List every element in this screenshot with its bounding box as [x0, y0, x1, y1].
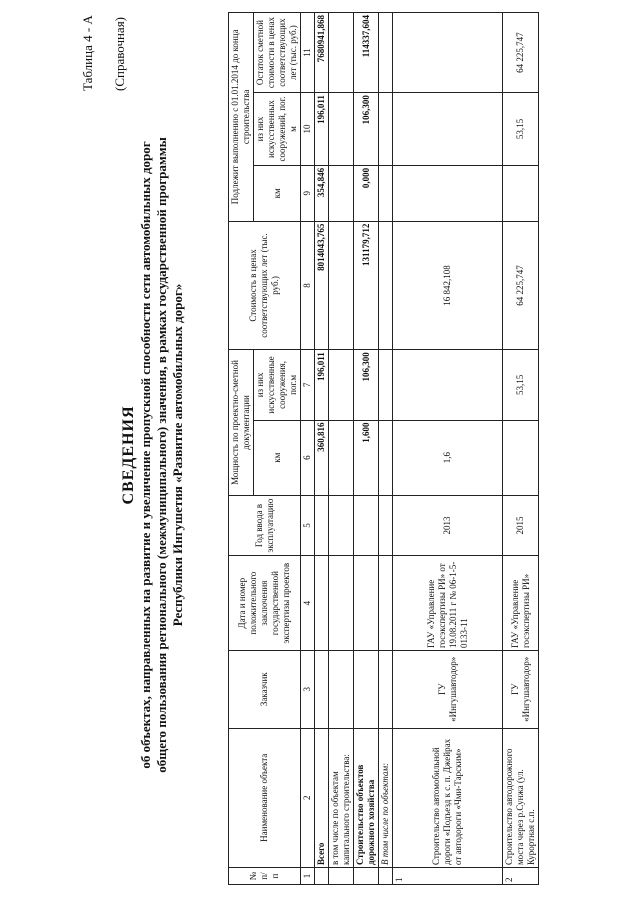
cell-balance: 64 225,747 [503, 13, 539, 93]
cell-balance: 7680941,868 [315, 13, 329, 93]
col-number: 8 [301, 221, 315, 350]
cell-capacity-km: 1,6 [393, 420, 503, 495]
row-name: в том числе по объектам капитального строительства: [329, 728, 354, 867]
row-name: Строительство объектов дорожного хозяйства [354, 728, 379, 867]
objects-table [228, 12, 539, 885]
header-balance: Остаток сметной стоимости в ценах соответствующих лет (тыс. руб.) [254, 13, 301, 93]
table-number: Таблица 4 - А [80, 15, 95, 91]
row-name: В том числе по объектам: [379, 728, 393, 867]
header-remaining-structures: из них искусственных сооружений, пог. м [254, 93, 301, 166]
subtitle-line-1: об объектах, направленных на развитие и увеличение пропускной способности сети автомобильных дорог [138, 141, 153, 769]
cell-expertise: ГАУ «Управление госэкспертизы РИ» [503, 556, 539, 651]
cell-remaining-km: 354,846 [315, 165, 329, 221]
cell-remaining-km: 0,000 [354, 165, 379, 221]
header-capacity-group: Мощность по проектно-сметной документации [229, 350, 254, 496]
cell-remaining-structures: 106,300 [354, 93, 379, 166]
cell-capacity-km: 360,816 [315, 420, 329, 495]
title-block [120, 45, 186, 865]
cell-expertise: ГАУ «Управление госэкспертизы РИ» от 19.08.2011 г № 06-1-5-0133-11 [393, 556, 503, 651]
cell-customer: ГУ «Ингушавтодор» [503, 650, 539, 728]
table-row-item-1 [393, 13, 503, 885]
cell-year: 2015 [503, 495, 539, 556]
cell-num: 1 [393, 868, 503, 885]
col-number: 9 [301, 165, 315, 221]
header-capacity-structures: из них искусственные сооружения, пог.м [254, 350, 301, 420]
subtitle-line-2: общего пользования регионального (межмуниципального) значения, в рамках государственной программы [154, 137, 169, 773]
table-row-road-objects [354, 13, 379, 885]
col-number: 2 [301, 728, 315, 867]
row-name: Всего [315, 728, 329, 867]
cell-year: 2013 [393, 495, 503, 556]
subtitle-line-3: Республики Ингушетия «Развитие автомобильных дорог» [170, 283, 185, 627]
header-customer: Заказчик [229, 650, 301, 728]
col-number: 7 [301, 350, 315, 420]
cell-name: Строительство автомобильной дороги «Подъезд к с. п. Джейрах от автодороги «Чми-Тарским» [393, 728, 503, 867]
col-number: 11 [301, 13, 315, 93]
reference-note: (Справочная) [112, 16, 127, 91]
cell-capacity-km: 1,600 [354, 420, 379, 495]
header-num: № п/п [229, 868, 301, 885]
header-name: Наименование объекта [229, 728, 301, 867]
cell-remaining-structures: 53,15 [503, 93, 539, 166]
cell-cost: 64 225,747 [503, 221, 539, 350]
cell-capacity-structures: 106,300 [354, 350, 379, 420]
header-row-1 [229, 13, 254, 885]
cell-cost: 16 842,108 [393, 221, 503, 350]
cell-capacity-structures: 196,011 [315, 350, 329, 420]
cell-cost: 131179,712 [354, 221, 379, 350]
header-year: Год ввода в эксплуатацию [229, 495, 301, 556]
cell-customer: ГУ «Ингушавтодор» [393, 650, 503, 728]
col-number: 1 [301, 868, 315, 885]
col-number: 6 [301, 420, 315, 495]
cell-capacity-structures: 53,15 [503, 350, 539, 420]
header-remaining-km: км [254, 165, 301, 221]
col-number: 4 [301, 556, 315, 651]
header-capacity-km: км [254, 420, 301, 495]
column-number-row [301, 13, 315, 885]
table-row-total [315, 13, 329, 885]
col-number: 10 [301, 93, 315, 166]
cell-remaining-structures: 196,011 [315, 93, 329, 166]
cell-name: Строительство автодорожного моста через р.Сунжа (ул. Курортная с.п. [503, 728, 539, 867]
cell-cost: 8014043,765 [315, 221, 329, 350]
col-number: 3 [301, 650, 315, 728]
table-row-item-2 [503, 13, 539, 885]
document-title: СВЕДЕНИЯ [120, 405, 137, 505]
header-expertise: Дата и номер положительного заключения государственной экспертизы проектов [229, 556, 301, 651]
cell-balance: 114337,604 [354, 13, 379, 93]
cell-num: 2 [503, 868, 539, 885]
header-remaining-group: Подлежит выполнению с 01.01.2014 до конца строительства [229, 13, 254, 222]
table-row-including [379, 13, 393, 885]
col-number: 5 [301, 495, 315, 556]
table-row-capital [329, 13, 354, 885]
header-cost: Стоимость в ценах соответствующих лет (тыс. руб.) [229, 221, 301, 350]
